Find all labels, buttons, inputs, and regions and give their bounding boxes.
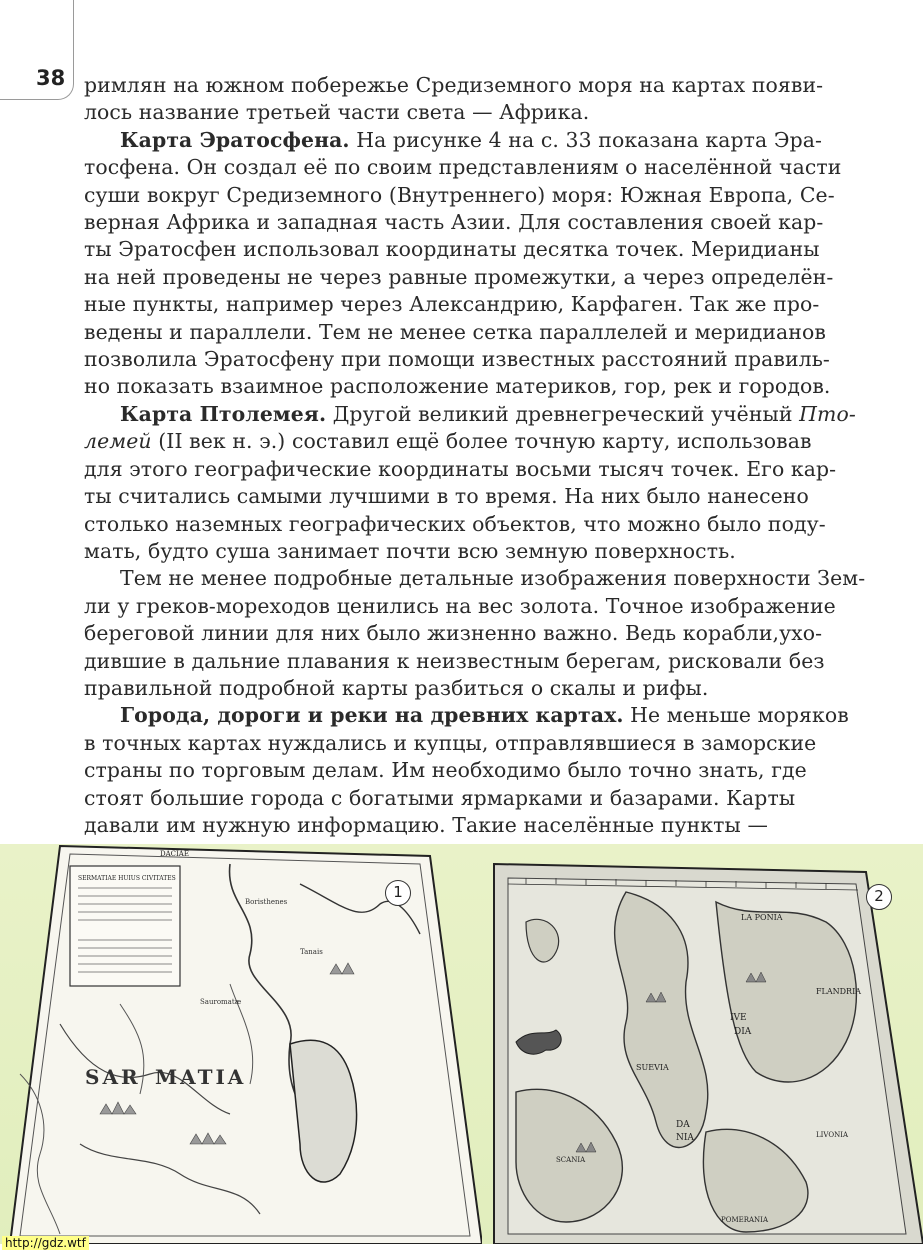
section-heading: Города, дороги и реки на древних картах. <box>120 703 624 728</box>
map1-label: DACIAE <box>160 850 189 858</box>
map2-label: FLANDRIA <box>816 987 862 996</box>
section-heading: Карта Птолемея. <box>120 401 327 426</box>
paragraph: Тем не менее подробные детальные изображения поверхности Зем- ли у греков-мореходов ценились на вес золота. Точное изображение береговой линии для них было жизненно важно. Ведь корабли,ухо- дившие в дальние плавания к неизвестным берегам, рисковали без правильной подробной карты разбиться о скалы и рифы. <box>84 566 866 700</box>
map1-label: MATIA <box>155 1065 247 1089</box>
map1-label: SAR <box>85 1065 141 1089</box>
figure-badge-1: 1 <box>385 880 411 906</box>
map2-label: LIVONIA <box>816 1131 849 1139</box>
map2-label: POMERANIA <box>721 1216 768 1224</box>
paragraph-ptolemy: Карта Птолемея. Другой великий древнегреческий учёный Пто- лемей (II век н. э.) составил ещё более точную карту, использовав для этого географические координаты восьми тысяч точек. Его кар- ты считались самыми лучшими в то время. На них было нанесено столько наземных географических объектов, что можно было поду- мать, будто суша занимает почти всю земную поверхность. <box>84 401 856 563</box>
map1-label: Boristhenes <box>245 898 288 906</box>
map2-label: SCANIA <box>556 1156 586 1164</box>
map1-label: Sauromatæ <box>200 998 242 1006</box>
map2-label: LA PONIA <box>741 913 783 922</box>
paragraph-cities: Города, дороги и реки на древних картах. Не меньше моряков в точных картах нуждались и купцы, отправлявшиеся в заморские страны по торговым делам. Им необходимо было точно знать, где стоят большие города с богатыми ярмарками и базарами. Карты давали им нужную информацию. Такие населённые пункты — <box>84 703 849 837</box>
body-text <box>84 72 882 839</box>
illustration-panel <box>0 844 923 1244</box>
figure-badge-2: 2 <box>866 884 892 910</box>
map2-label: IVE <box>730 1013 747 1023</box>
source-watermark: http://gdz.wtf <box>2 1236 89 1250</box>
map1-label: SERMATIAE HUIUS CIVITATES <box>78 875 176 882</box>
paragraph: римлян на южном побережье Средиземного моря на картах появи- лось название третьей части света — Африка. <box>84 73 824 125</box>
paragraph-eratosthenes: Карта Эратосфена. На рисунке 4 на с. 33 показана карта Эра- тосфена. Он создал её по своим представлениям о населённой части суши вокруг Средиземного (Внутреннего) моря: Южная Европа, Се- верная Африка и западная часть Азии. Для составления своей кар- ты Эратосфен использовал координаты десятка точек. Меридианы на ней проведены не через равные промежутки, а через определён- ные пункты, например через Александрию, Карфаген. Так же про- ведены и параллели. Тем не менее сетка параллелей и меридианов позволила Эратосфену при помощи известных расстояний правиль- но показать взаимное расположение материков, гор, рек и городов. <box>84 127 842 399</box>
section-heading: Карта Эратосфена. <box>120 127 350 152</box>
map2-label: DIA <box>734 1027 752 1037</box>
map-sarmatia <box>0 844 482 1244</box>
map1-label: Tanais <box>300 948 323 956</box>
map2-label: SUEVIA <box>636 1063 669 1072</box>
page-number: 38 <box>36 66 66 90</box>
map-scandinavia <box>486 862 923 1244</box>
map2-label: DA <box>676 1120 690 1130</box>
map2-label: NIA <box>676 1133 694 1143</box>
